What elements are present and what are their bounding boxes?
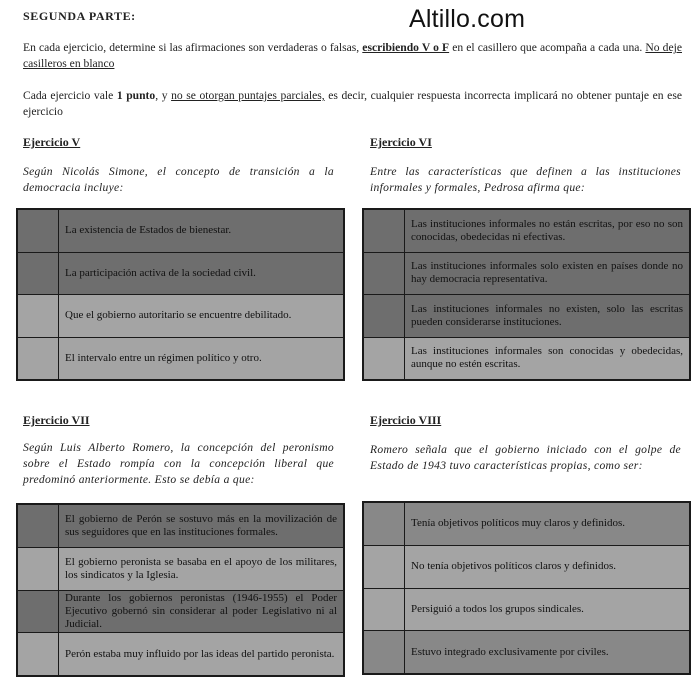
answer-box[interactable] <box>364 295 405 337</box>
statement-text: La existencia de Estados de bienestar. <box>65 224 232 237</box>
statement-text: Las instituciones informales solo existen en países donde no hay democracia representativa. <box>411 260 683 286</box>
statement-text: Persiguió a todos los grupos sindicales. <box>411 602 584 615</box>
instr-emphasis: 1 punto <box>116 89 156 102</box>
statement-row <box>18 591 343 634</box>
statement-text: La participación activa de la sociedad civil. <box>65 266 256 279</box>
statement-text: Durante los gobiernos peronistas (1946-1955) el Poder Ejecutivo gobernó sin considerar al poder Legislativo ni al Judicial. <box>65 591 337 630</box>
statement-text: El gobierno peronista se basaba en el apoyo de los militares, los sindicatos y la Iglesia. <box>65 555 337 581</box>
altillo-watermark: Altillo.com <box>409 5 526 33</box>
exercise-answer-table <box>362 501 691 675</box>
instr-text: en el casillero que acompaña a cada una. <box>449 41 646 54</box>
exercise-answer-table <box>362 208 691 381</box>
answer-box[interactable] <box>364 253 405 295</box>
statement-text: El intervalo entre un régimen político y otro. <box>65 351 262 364</box>
statement-text: Las instituciones informales no están escritas, por eso no son conocidas, obedecidas ni efectivas. <box>411 217 683 243</box>
statement-row <box>364 546 689 589</box>
answer-box[interactable] <box>364 631 405 673</box>
exercise-title: Ejercicio VI <box>370 135 432 149</box>
statement-text: El gobierno de Perón se sostuvo más en la movilización de sus seguidores que en las instituciones formales. <box>65 512 337 538</box>
instr-text: En cada ejercicio, determine si las afirmaciones son verdaderas o falsas, <box>23 41 363 54</box>
statement-text: Que el gobierno autoritario se encuentre debilitado. <box>65 309 292 322</box>
answer-box[interactable] <box>18 210 59 252</box>
statement-text: Tenía objetivos políticos muy claros y definidos. <box>411 517 626 530</box>
exercise-answer-table <box>16 503 345 677</box>
statement-row <box>18 633 343 675</box>
exercise-title: Ejercicio VII <box>23 413 90 427</box>
answer-box[interactable] <box>364 546 405 588</box>
answer-box[interactable] <box>18 591 59 633</box>
statement-row <box>364 253 689 296</box>
instr-text: , y <box>155 89 172 102</box>
statement-text: Las instituciones informales no existen, solo las escritas pueden considerarse instituciones. <box>411 302 683 328</box>
instr-emphasis: no se otorgan puntajes parciales, <box>171 89 325 102</box>
answer-box[interactable] <box>364 338 405 380</box>
exercise-title: Ejercicio V <box>23 135 81 149</box>
answer-box[interactable] <box>18 505 59 547</box>
exercise-question: Entre las características que definen a las instituciones informales y formales, Pedrosa afirma que: <box>370 165 681 194</box>
answer-box[interactable] <box>364 503 405 545</box>
statement-text: Las instituciones informales son conocidas y obedecidas, aunque no estén escritas. <box>411 345 683 371</box>
instr-text: Cada ejercicio vale <box>23 89 117 102</box>
answer-box[interactable] <box>18 338 59 380</box>
answer-box[interactable] <box>18 295 59 337</box>
instr-emphasis: No deje casilleros en blanco <box>23 41 682 70</box>
statement-row <box>18 548 343 591</box>
answer-box[interactable] <box>364 589 405 631</box>
instructions-paragraph-2 <box>23 88 682 120</box>
exercise-question: Según Nicolás Simone, el concepto de transición a la democracia incluye: <box>23 165 334 194</box>
instructions-paragraph-1 <box>23 40 682 72</box>
exercise-question: Romero señala que el gobierno iniciado con el golpe de Estado de 1943 tuvo características propias, como ser: <box>370 443 681 472</box>
statement-row <box>364 631 689 673</box>
answer-box[interactable] <box>18 548 59 590</box>
answer-box[interactable] <box>18 633 59 675</box>
statement-row <box>364 503 689 546</box>
section-title: SEGUNDA PARTE: <box>23 9 136 23</box>
statement-row <box>364 295 689 338</box>
statement-text: Perón estaba muy influido por las ideas del partido peronista. <box>65 647 335 660</box>
answer-box[interactable] <box>364 210 405 252</box>
instr-emphasis: escribiendo V o F <box>362 41 450 54</box>
statement-row <box>18 210 343 253</box>
statement-text: No tenía objetivos políticos claros y definidos. <box>411 560 616 573</box>
statement-row <box>18 295 343 338</box>
statement-row <box>18 253 343 296</box>
statement-row <box>364 589 689 632</box>
statement-text: Estuvo integrado exclusivamente por civiles. <box>411 645 609 658</box>
statement-row <box>18 505 343 548</box>
exercise-question: Según Luis Alberto Romero, la concepción del peronismo sobre el Estado rompía con la concepción liberal que predominó anteriormente. Esto se debía a que: <box>23 441 334 486</box>
statement-row <box>364 210 689 253</box>
answer-box[interactable] <box>18 253 59 295</box>
instr-text: es decir, cualquier respuesta incorrecta implicará no obtener puntaje en ese ejercicio <box>23 89 682 118</box>
statement-row <box>18 338 343 380</box>
exercise-title: Ejercicio VIII <box>370 413 442 427</box>
exercise-answer-table <box>16 208 345 381</box>
statement-row <box>364 338 689 380</box>
